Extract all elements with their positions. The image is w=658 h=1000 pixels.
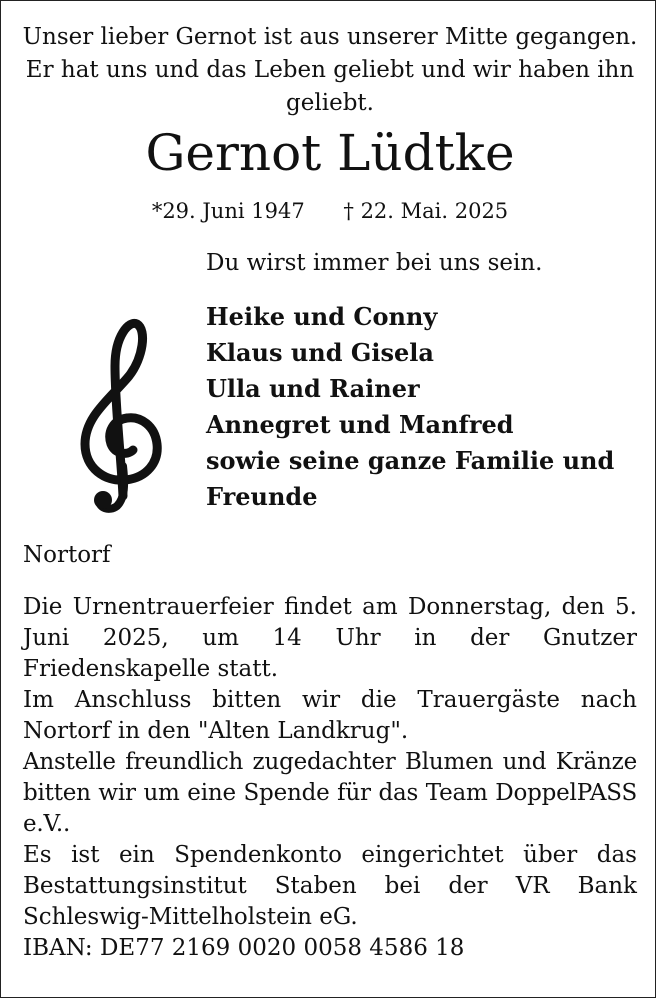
deceased-name: Gernot Lüdtke <box>145 124 515 182</box>
mourner-line: Klaus und Gisela <box>206 338 434 367</box>
service-details <box>23 592 637 964</box>
paragraph-account: Es ist ein Spendenkonto eingerichtet über das Bestattungsinstitut Staben bei der VR Bank Schleswig-Mittelholstein eG. <box>23 842 637 930</box>
paragraph-donation: Anstelle freundlich zugedachter Blumen und Kränze bitten wir um eine Spende für das Team DoppelPASS e.V.. <box>23 749 637 837</box>
mourner-line: Ulla und Rainer <box>206 374 420 403</box>
mourner-line: Annegret und Manfred <box>206 410 514 439</box>
mourner-line: Heike und Conny <box>206 302 438 331</box>
intro-text: Unser lieber Gernot ist aus unserer Mitte gegangen. Er hat uns und das Leben geliebt und wir haben ihn geliebt. <box>22 24 638 116</box>
life-dates <box>1 197 658 225</box>
paragraph-iban: IBAN: DE77 2169 0020 0058 4586 18 <box>23 935 465 961</box>
treble-clef-icon <box>71 316 167 516</box>
motto-text: Du wirst immer bei uns sein. <box>206 250 543 276</box>
paragraph-reception: Im Anschluss bitten wir die Trauergäste nach Nortorf in den "Alten Landkrug". <box>23 687 637 744</box>
death-date: † 22. Mai. 2025 <box>343 199 509 223</box>
birth-date: *29. Juni 1947 <box>151 199 305 223</box>
paragraph-ceremony: Die Urnentrauerfeier findet am Donnerstag, den 5. Juni 2025, um 14 Uhr in der Gnutzer Friedenskapelle statt. <box>23 594 637 682</box>
mourners-list <box>206 299 646 515</box>
mourner-line: sowie seine ganze Familie und Freunde <box>206 446 615 511</box>
place-name: Nortorf <box>23 542 111 568</box>
